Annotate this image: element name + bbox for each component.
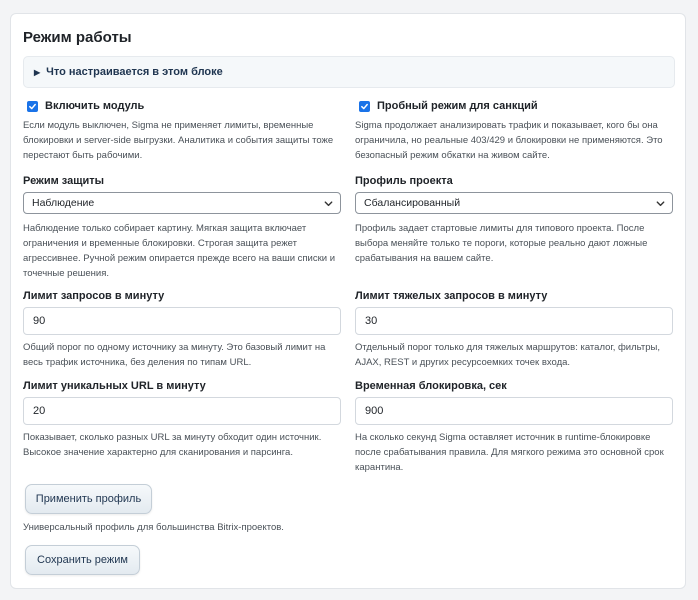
chevron-down-icon	[323, 198, 334, 209]
protection-mode-label: Режим защиты	[23, 175, 105, 187]
rpm-limit-input[interactable]: 90	[23, 307, 341, 335]
dry-run-label: Пробный режим для санкций	[377, 100, 538, 112]
temp-block-label: Временная блокировка, сек	[355, 380, 507, 392]
module-enabled-help: Если модуль выключен, Sigma не применяет лимиты, временные блокировки и server-side выгрузки. Аналитика и события защиты тоже перестают быть рабочими.	[23, 120, 334, 161]
unique-url-limit-help: Показывает, сколько разных URL за минуту обходит один источник. Высокое значение характерно для сканирования и парсинга.	[23, 432, 322, 458]
project-profile-label: Профиль проекта	[355, 175, 453, 187]
dry-run-help: Sigma продолжает анализировать трафик и показывает, кого бы она ограничила, но реальные 403/429 и блокировки не применяются. Это безопасный режим обкатки на живом сайте.	[355, 120, 663, 161]
dry-run-row[interactable]	[359, 100, 538, 112]
section-title: Режим работы	[23, 29, 132, 46]
temp-block-help: На сколько секунд Sigma оставляет источник в runtime-блокировке после срабатывания правила. Для мягкого режима это основной срок карантина.	[355, 432, 664, 473]
project-profile-select[interactable]	[355, 192, 673, 214]
protection-mode-select[interactable]	[23, 192, 341, 214]
checkmark-icon	[360, 102, 369, 111]
rpm-limit-help: Общий порог по одному источнику за минуту. Это базовый лимит на весь трафик источника, без деления по типам URL.	[23, 342, 326, 368]
unique-url-limit-input[interactable]: 20	[23, 397, 341, 425]
heavy-limit-label: Лимит тяжелых запросов в минуту	[355, 290, 548, 302]
project-profile-help: Профиль задает стартовые лимиты для типового проекта. После выбора меняйте только те пороги, которые реально дают ложные срабатывания на вашем сайте.	[355, 223, 648, 264]
module-enabled-checkbox[interactable]	[27, 101, 38, 112]
rpm-limit-label: Лимит запросов в минуту	[23, 290, 165, 302]
mode-settings-card	[10, 13, 686, 589]
checkmark-icon	[28, 102, 37, 111]
heavy-limit-help: Отдельный порог только для тяжелых маршрутов: каталог, фильтры, AJAX, REST и других ресурсоемких точек входа.	[355, 342, 660, 368]
chevron-down-icon	[655, 198, 666, 209]
module-enabled-label: Включить модуль	[45, 100, 145, 112]
profile-note: Универсальный профиль для большинства Bitrix-проектов.	[23, 522, 284, 533]
project-profile-value: Сбалансированный	[364, 197, 461, 209]
disclosure-summary: Что настраивается в этом блоке	[46, 66, 223, 78]
save-mode-button[interactable]: Сохранить режим	[25, 545, 140, 575]
heavy-limit-input[interactable]: 30	[355, 307, 673, 335]
block-info-disclosure[interactable]	[23, 56, 675, 88]
temp-block-input[interactable]: 900	[355, 397, 673, 425]
protection-mode-value: Наблюдение	[32, 197, 95, 209]
protection-mode-help: Наблюдение только собирает картину. Мягкая защита включает ограничения и временные блокировки. Строгая защита режет агрессивнее. Ручной режим опирается прежде всего на ваши списки и точечные решения.	[23, 223, 336, 279]
module-enabled-row[interactable]	[27, 100, 144, 112]
unique-url-limit-label: Лимит уникальных URL в минуту	[23, 380, 206, 392]
dry-run-checkbox[interactable]	[359, 101, 370, 112]
triangle-right-icon: ▶	[34, 67, 41, 77]
apply-profile-button[interactable]: Применить профиль	[25, 484, 152, 514]
